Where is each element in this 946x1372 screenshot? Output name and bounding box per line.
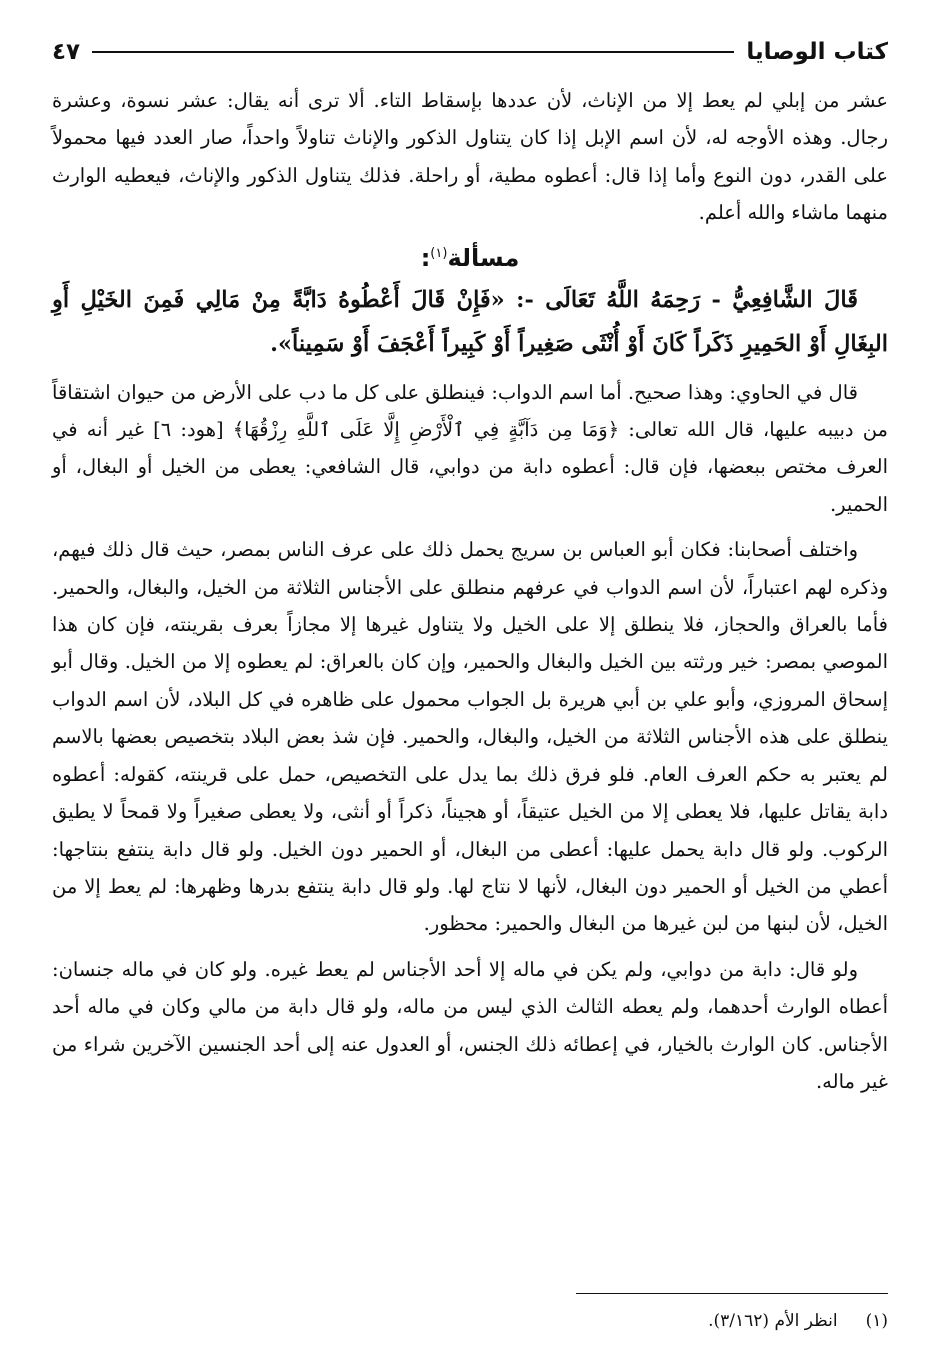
footnote-marker: (١) [865,1311,888,1331]
paragraph-hawi: قال في الحاوي: وهذا صحيح. أما اسم الدواب: فينطلق على كل ما دب على الأرض من حيوان اشتقاقاً من دبيبه عليها، قال الله تعالى: ﴿وَمَا مِن دَآبَّةٍ فِي ٱلْأَرْضِ إِلَّا عَلَى ٱللَّهِ رِزْقُهَا﴾ [هود: ٦] غير أنه في العرف مختص ببعضها، فإن قال: أعطوه دابة من دوابي، قال الشافعي: يعطى من الخيل أو البغال، أو الحمير. [52,380,889,516]
book-title: كتاب الوصايا [746,39,888,65]
paragraph-one-kind-only: ولو قال: دابة من دوابي، ولم يكن في ماله إلا أحد الأجناس لم يعط غيره. ولو كان في ماله جنسان: أعطاه الوارث أحدهما، ولم يعطه الثالث الذي ليس من ماله، ولو قال دابة من مالي وكان في ماله أحد الأجناس. كان الوارث بالخيار، في إعطائه ذلك الجنس، أو العدول عنه إلى أحد الجنسين الآخرين شراء من غير ماله. [52,957,888,1093]
shafii-quote: قَالَ الشَّافِعِيُّ - رَحِمَهُ اللَّهُ تَعَالَى -: «فَإِنْ قَالَ أَعْطُوهُ دَابَّةً مِنْ مَالِي فَمِنَ الخَيْلِ أَوِ البِغَالِ أَوْ الحَمِيرِ ذَكَراً كَانَ أَوْ أُنْثَى صَغِيراً أَوْ كَبِيراً أَعْجَفَ أَوْ سَمِيناً». [52,286,888,357]
paragraph-companions-disagreement: واختلف أصحابنا: فكان أبو العباس بن سريج يحمل ذلك على عرف الناس بمصر، حيث قال ذلك فيهم، وذكره لهم اعتباراً، لأن اسم الدواب في عرفهم منطلق على الأجناس الثلاثة من الخيل، والبغال، والحمير. فأما بالعراق والحجاز، فلا ينطلق إلا على الخيل ولا يتناول غيرها إلا مجازاً بعرف بقرينته، فإن كان هذا الموصي بمصر: خير ورثته بين الخيل والبغال والحمير، وإن كان بالعراق: لم يعطوه إلا من الخيل. وقال أبو إسحاق المروزي، وأبو علي بن أبي هريرة بل الجواب محمول على ظاهره في كل البلاد، لأن اسم الدواب ينطلق على هذه الأجناس الثلاثة من الخيل، والبغال، والحمير. فإن شذ بعض البلاد بتخصيص بعضها بالاسم لم يعتبر به حكم العرف العام. فلو فرق ذلك بما يدل على التخصيص، حمل على قرينته، كقوله: أعطوه دابة يقاتل عليها، فلا يعطى إلا من الخيل عتيقاً، أو هجيناً، ذكراً أو أنثى، ولا يعطى صغيراً ولا قمحاً لا يطيق الركوب. ولو قال دابة يحمل عليها: أعطى من البغال، أو الحمير دون الخيل. ولو قال دابة ينتفع بنتاجها: أعطي من الخيل أو الحمير دون البغال، لأنها لا نتاج لها. ولو قال دابة ينتفع بدرها وظهرها: لم يعط إلا من الخيل، لأن لبنها من لبن غيرها من البغال والحمير: محظور. [52,538,888,936]
footnote-reference[interactable]: (١) [430,245,448,261]
running-header [52,30,888,74]
paragraph-camels-females: عشر من إبلي لم يعط إلا من الإناث، لأن عددها بإسقاط التاء. ألا ترى أنه يقال: عشر نسوة، وعشرة رجال. وهذه الأوجه له، لأن اسم الإبل إذا كان يتناول الذكور والإناث تناولاً واحداً، صار العدد فيها محمولاً على القدر، دون النوع وأما إذا قال: أعطوه مطية، أو راحلة. فذلك يتناول الذكور والإناث، فيعطيه الوارث منهما ماشاء والله أعلم. [52,89,888,225]
section-heading [52,236,888,276]
section-heading-colon: : [420,243,431,272]
footnote-text: انظر الأم (٣/١٦٢). [708,1311,838,1331]
section-heading-label: مسألة [447,243,520,272]
page-number: ٤٧ [52,39,81,65]
book-page [52,30,888,1372]
footnote-separator [576,1293,888,1294]
header-rule [92,51,734,53]
footnote [708,1308,888,1334]
